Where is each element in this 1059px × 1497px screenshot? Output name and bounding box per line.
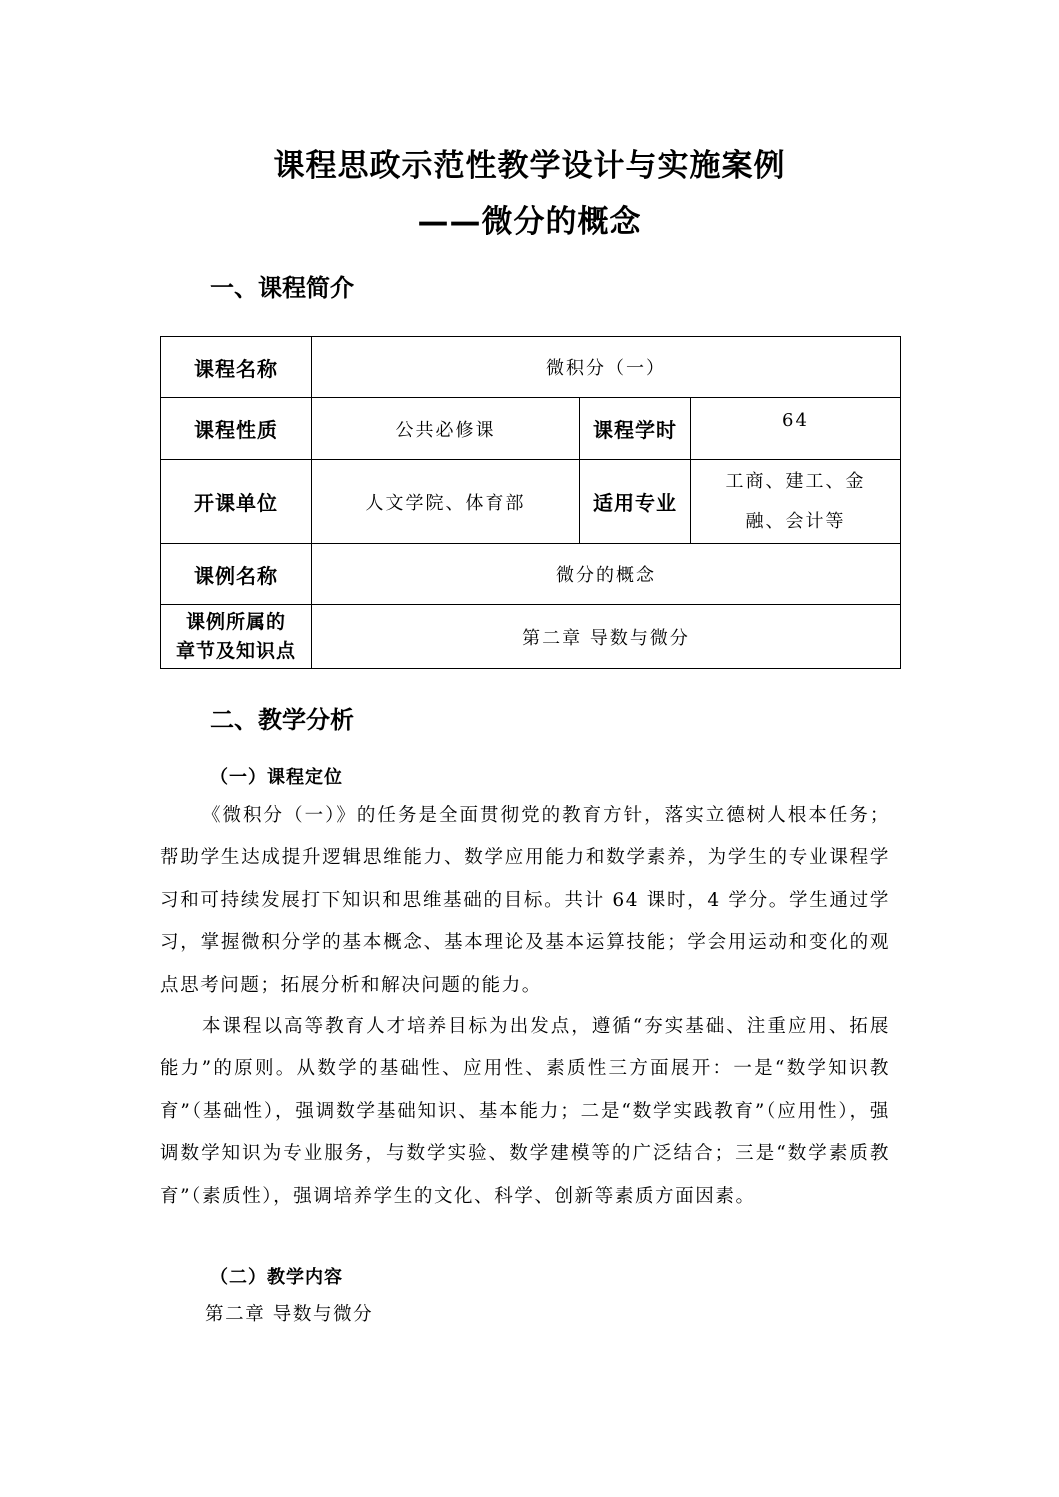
subheading-teaching-content: （二）教学内容 [210,1267,343,1288]
course-name-label: 课程名称 [161,337,312,398]
table-row [161,337,901,398]
table-row [161,460,901,544]
course-name-value: 微积分（一） [312,337,901,398]
chapter-value: 第二章 导数与微分 [312,605,901,669]
chapter-label-line1: 课例所属的 [185,610,286,633]
department-label: 开课单位 [161,460,312,544]
table-row [161,605,901,669]
course-nature-label: 课程性质 [161,398,312,460]
major-value-line1: 工商、建工、金 [725,470,866,492]
chapter-label-line2: 章节及知识点 [175,639,296,662]
case-name-label: 课例名称 [161,544,312,605]
table-row [161,398,901,460]
section-heading-teaching-analysis: 二、教学分析 [210,706,354,734]
teaching-content-chapter: 第二章 导数与微分 [205,1304,374,1325]
course-info-table [160,336,901,669]
section-heading-course-intro: 一、课程简介 [210,274,354,302]
course-hours-label: 课程学时 [580,398,691,460]
paragraph-course-principles: 本课程以高等教育人才培养目标为出发点，遵循“夯实基础、注重应用、拓展能力”的原则。从数学的基础性、应用性、素质性三方面展开：一是“数学知识教育”（基础性），强调数学基础知识、基本能力；二是“数学实践教育”（应用性），强调数学知识为专业服务，与数学实验、数学建模等的广泛结合；三是“数学素质教育”（素质性），强调培养学生的文化、科学、创新等素质方面因素。 [160,1016,890,1207]
major-value [691,460,901,544]
case-name-value: 微分的概念 [312,544,901,605]
document-subtitle: ——微分的概念 [417,204,642,240]
course-hours-value: 64 [691,398,901,460]
table-row [161,544,901,605]
course-nature-value: 公共必修课 [312,398,580,460]
paragraph-course-positioning: 《微积分（一）》的任务是全面贯彻党的教育方针，落实立德树人根本任务；帮助学生达成提升逻辑思维能力、数学应用能力和数学素养，为学生的专业课程学习和可持续发展打下知识和思维基础的目标。共计 64 课时，4 学分。学生通过学习，掌握微积分学的基本概念、基本理论及基本运算技能；学会用运动和变化的观点思考问题；拓展分析和解决问题的能力。 [160,805,890,996]
major-value-line2: 融、会计等 [745,510,846,532]
document-title: 课程思政示范性教学设计与实施案例 [273,148,786,184]
major-label: 适用专业 [580,460,691,544]
chapter-label [161,605,312,669]
department-value: 人文学院、体育部 [312,460,580,544]
subheading-course-positioning: （一）课程定位 [210,767,343,788]
